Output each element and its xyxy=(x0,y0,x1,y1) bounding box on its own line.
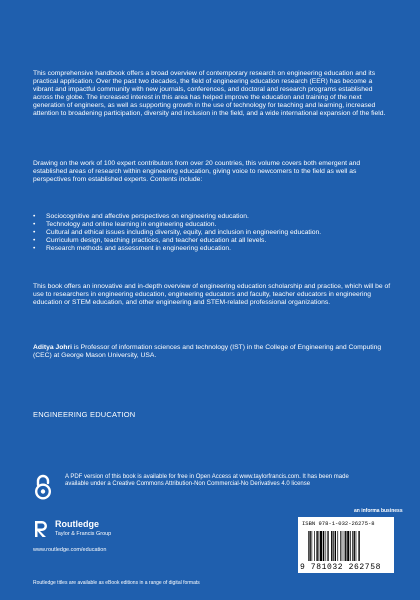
barcode-bar xyxy=(340,531,341,561)
author-bio xyxy=(33,344,393,360)
barcode-bar xyxy=(309,531,310,561)
barcode-bar xyxy=(331,531,332,561)
barcode xyxy=(298,517,394,573)
barcode-bar xyxy=(314,531,315,561)
series-label: ENGINEERING EDUCATION xyxy=(33,410,136,419)
open-access-text: A PDF version of this book is available for free in Open Access at www.taylorfrancis.com. It has been made available under a Creative Commons Attribution-Non Commercial-No Derivatives 4.0 license xyxy=(65,474,349,488)
barcode-bar xyxy=(345,531,346,561)
list-item: • Sociocognitive and affective perspectives on engineering education. xyxy=(33,213,393,221)
barcode-bar xyxy=(308,531,309,561)
barcode-bar xyxy=(333,531,334,561)
description-paragraph: This comprehensive handbook offers a broad overview of contemporary research on engineering education and its practical application. Over the past two decades, the field of engineering education research (EER) has become a vibrant and impactful community with new journals, conferences, and doctoral and research programs established across the globe. The increased interest in this area has helped improve the education and training of the next generation of engineers, as well as supporting growth in the use of technology for teaching and learning, increased attention to broadening participation, diversity and inclusion in the field, and a wide international expansion of the field. xyxy=(33,70,386,118)
barcode-bar xyxy=(328,531,329,561)
contents-list xyxy=(33,213,393,253)
barcode-bar xyxy=(356,531,357,561)
barcode-bar xyxy=(319,531,320,561)
publisher-group: Taylor & Francis Group xyxy=(55,531,112,537)
list-item: • Research methods and assessment in engineering education. xyxy=(33,245,393,253)
open-access-icon xyxy=(33,474,53,500)
author-name: Aditya Johri xyxy=(33,344,73,351)
audience-paragraph: This book offers an innovative and in-depth overview of engineering education scholarship and practice, which will be of use to researchers in engineering education, engineering educators and faculty, teacher educators in engineering education or STEM education, and other engineering and STEM-related professional organizations. xyxy=(33,283,391,307)
barcode-bars xyxy=(308,531,384,561)
isbn-label: ISBN 978-1-032-26275-8 xyxy=(302,520,375,527)
publisher-name: Routledge xyxy=(55,519,99,529)
publisher-url[interactable]: www.routledge.com/education xyxy=(33,547,107,553)
barcode-bar xyxy=(335,531,336,561)
barcode-bar xyxy=(327,531,328,561)
barcode-bar xyxy=(342,531,343,561)
list-item: • Curriculum design, teaching practices, and teacher education at all levels. xyxy=(33,237,393,245)
informa-label: an informa business xyxy=(354,508,403,514)
contributors-paragraph: Drawing on the work of 100 expert contributors from over 20 countries, this volume covers both emergent and established areas of research within engineering education, giving voice to newcomers to the field as well as perspectives from established experts. Contents include: xyxy=(33,160,361,184)
barcode-digits: 9 781032 262758 xyxy=(300,563,382,572)
barcode-bar xyxy=(352,531,353,561)
author-bio-text: is Professor of information sciences and technology (IST) in the College of Engineering and Computing (CEC) at George Mason University, USA. xyxy=(33,344,382,360)
barcode-bar xyxy=(316,531,317,561)
barcode-bar xyxy=(347,531,349,561)
barcode-bar xyxy=(358,531,359,561)
routledge-logo-icon xyxy=(33,520,49,538)
barcode-bar xyxy=(354,531,355,561)
list-item: • Technology and online learning in engineering education. xyxy=(33,221,393,229)
list-item: • Cultural and ethical issues including diversity, equity, and inclusion in engineering education. xyxy=(33,229,393,237)
barcode-bar xyxy=(320,531,322,561)
barcode-bar xyxy=(337,531,338,561)
barcode-bar xyxy=(312,531,313,561)
barcode-bar xyxy=(350,531,351,561)
barcode-bar xyxy=(323,531,324,561)
barcode-bar xyxy=(325,531,326,561)
barcode-bar xyxy=(344,531,345,561)
footnote: Routledge titles are available as eBook editions in a range of digital formats xyxy=(33,580,200,586)
